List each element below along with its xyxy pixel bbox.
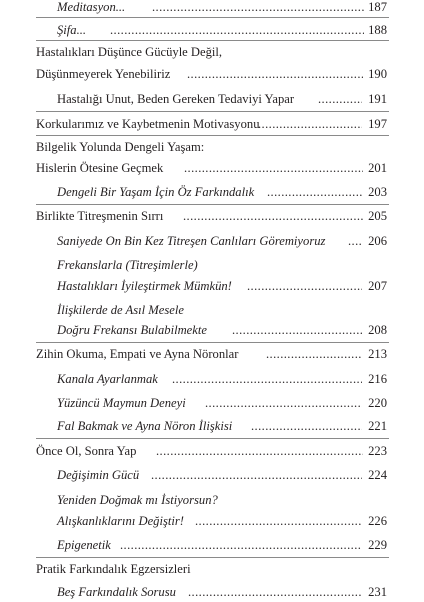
dot-leader [267, 182, 362, 202]
dot-leader [247, 276, 362, 296]
dot-leader [120, 535, 362, 555]
page-number: 206 [368, 234, 387, 248]
entry-title: Frekanslarla (Titreşimlerle) [57, 258, 198, 272]
toc-entry-hastaligi-unut [0, 89, 424, 109]
entry-title: Değişimin Gücü [57, 468, 140, 482]
entry-title: Saniyede On Bin Kez Titreşen Canlıları Göremiyoruz [57, 234, 326, 248]
toc-entry-fal-bakmak [0, 416, 424, 436]
page-number: 229 [368, 538, 387, 552]
toc-entry-hastaliklari-line1 [0, 42, 424, 62]
dot-leader [187, 64, 363, 84]
toc-entry-yeniden-dogmak-line1 [0, 490, 424, 510]
entry-title: Hastalığı Unut, Beden Gereken Tedaviyi Yapar [57, 92, 295, 106]
dot-leader [183, 206, 363, 226]
page-number: 221 [368, 419, 387, 433]
page-number: 188 [368, 23, 387, 37]
page-number: 190 [368, 67, 387, 81]
toc-entry-frekanslarla [0, 276, 424, 296]
dot-leader [318, 89, 362, 109]
entry-title: Hislerin Ötesine Geçmek [36, 161, 164, 175]
page-number: 216 [368, 372, 387, 386]
toc-entry-yeniden-dogmak [0, 511, 424, 531]
page-number: 220 [368, 396, 387, 410]
toc-entry-saniyede [0, 231, 424, 251]
dot-leader [266, 344, 362, 364]
dot-leader [258, 114, 362, 134]
toc-entry-hastaliklari [0, 64, 424, 84]
entry-title: Düşünmeyerek Yenebiliriz [36, 67, 171, 81]
entry-title: Doğru Frekansı Bulabilmekte [57, 323, 207, 337]
page-number: 187 [368, 0, 387, 14]
divider [36, 204, 389, 205]
entry-title: Dengeli Bir Yaşam İçin Öz Farkındalık [57, 185, 255, 199]
page-number: 203 [368, 185, 387, 199]
toc-entry-korkularimiz [0, 114, 424, 134]
dot-leader [184, 158, 363, 178]
entry-title: Yüzüncü Maymun Deneyi [57, 396, 186, 410]
entry-title: İlişkilerde de Asıl Mesele [57, 303, 184, 317]
toc-entry-epigenetik [0, 535, 424, 555]
toc-entry-meditasyon [0, 0, 424, 17]
dot-leader [251, 416, 362, 436]
divider [36, 557, 389, 558]
entry-title: Önce Ol, Sonra Yap [36, 444, 137, 458]
entry-title: Korkularımız ve Kaybetmenin Motivasyonu [36, 117, 260, 131]
divider [36, 111, 389, 112]
page-number: 226 [368, 514, 387, 528]
page-number: 205 [368, 209, 387, 223]
divider [36, 40, 389, 41]
entry-title: Hastalıkları İyileştirmek Mümkün! [57, 279, 232, 293]
dot-leader [152, 0, 364, 17]
page-number: 191 [368, 92, 387, 106]
divider [36, 438, 389, 439]
toc-entry-iliskilerde-line1 [0, 300, 424, 320]
toc-entry-bilgelik-line1 [0, 137, 424, 157]
toc-entry-iliskilerde [0, 320, 424, 340]
entry-title: Şifa... [57, 23, 87, 37]
toc-entry-yuzuncu-maymun [0, 393, 424, 413]
divider [36, 17, 389, 18]
entry-title: Pratik Farkındalık Egzersizleri [36, 562, 191, 576]
dot-leader [156, 441, 363, 461]
toc-entry-frekanslarla-line1 [0, 255, 424, 275]
toc-entry-sifa [0, 20, 424, 40]
toc-entry-degisimin-gucu [0, 465, 424, 485]
page-number: 213 [368, 347, 387, 361]
entry-title: Epigenetik [57, 538, 111, 552]
entry-title: Bilgelik Yolunda Dengeli Yaşam: [36, 140, 205, 154]
toc-entry-zihin-okuma [0, 344, 424, 364]
entry-title: Beş Farkındalık Sorusu [57, 585, 176, 599]
entry-title: Alışkanlıklarını Değiştir! [57, 514, 184, 528]
page-number: 197 [368, 117, 387, 131]
toc-entry-birlikte-titresmenin [0, 206, 424, 226]
page-number: 231 [368, 585, 387, 599]
entry-title: Yeniden Doğmak mı İstiyorsun? [57, 493, 218, 507]
entry-title: Kanala Ayarlanmak [57, 372, 158, 386]
divider [36, 342, 389, 343]
divider [36, 135, 389, 136]
dot-leader [110, 20, 364, 40]
page-number: 207 [368, 279, 387, 293]
entry-title: Meditasyon... [57, 0, 126, 14]
dot-leader [151, 465, 362, 485]
page-number: 201 [368, 161, 387, 175]
entry-title: Zihin Okuma, Empati ve Ayna Nöronlar [36, 347, 239, 361]
entry-title: Fal Bakmak ve Ayna Nöron İlişkisi [57, 419, 233, 433]
dot-leader [172, 369, 362, 389]
toc-entry-dengeli-bir-yasam [0, 182, 424, 202]
dot-leader [232, 320, 362, 340]
entry-title: Hastalıkları Düşünce Gücüyle Değil, [36, 45, 223, 59]
entry-title: Birlikte Titreşmenin Sırrı [36, 209, 164, 223]
dot-leader [205, 393, 362, 413]
toc-entry-bes-farkindalik [0, 582, 424, 602]
page-number: 223 [368, 444, 387, 458]
dot-leader [188, 582, 362, 602]
toc-entry-kanala-ayarlanmak [0, 369, 424, 389]
page-number: 224 [368, 468, 387, 482]
dot-leader [348, 231, 362, 251]
page-number: 208 [368, 323, 387, 337]
toc-entry-once-ol [0, 441, 424, 461]
toc-entry-hislerin-otesine [0, 158, 424, 178]
dot-leader [195, 511, 362, 531]
toc-entry-pratik-farkindalik [0, 559, 424, 579]
